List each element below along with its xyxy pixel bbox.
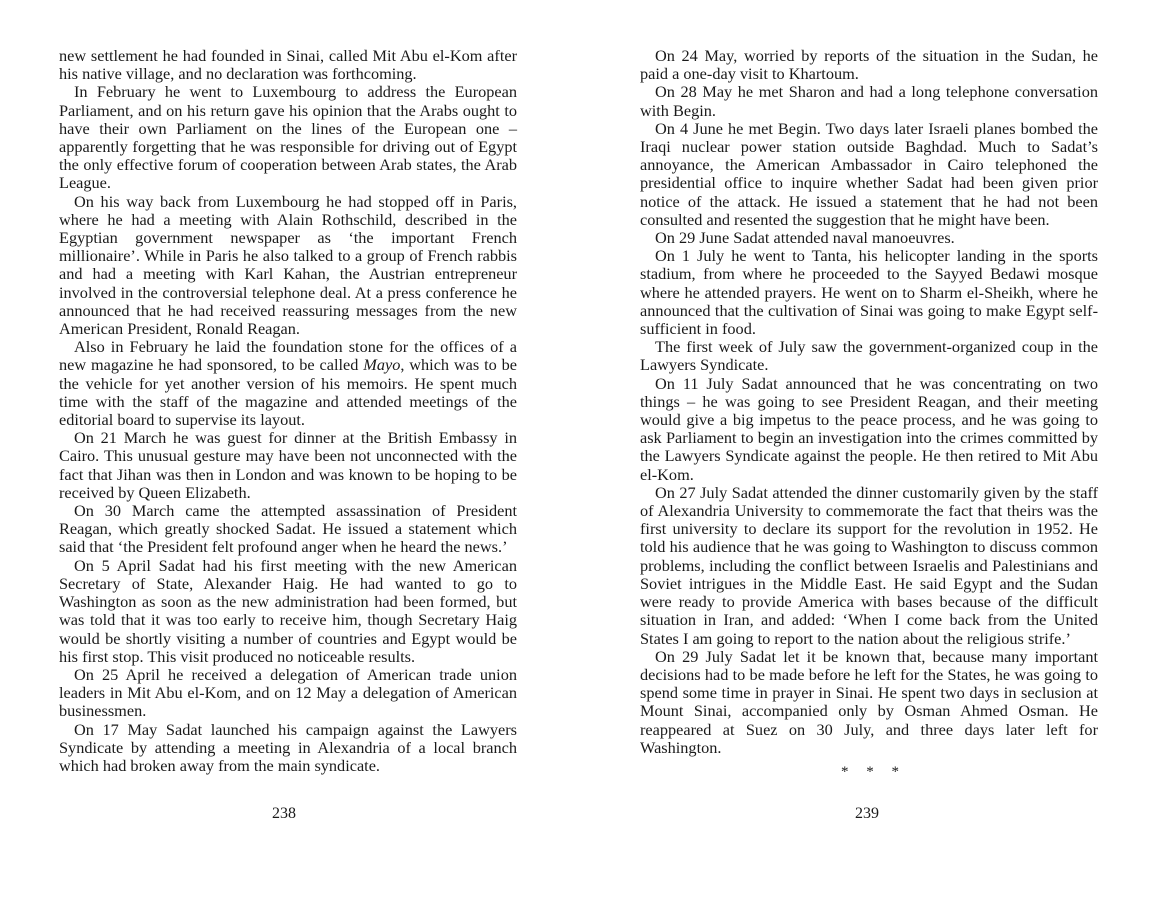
page-number-left: 238 xyxy=(272,805,296,822)
book-gutter xyxy=(574,0,575,908)
paragraph: On 21 March he was guest for dinner at the British Embassy in Cairo. This unusual gesture may have been not unconnected with the fact that Jihan was then in London and was known to be hoping to be received by Queen Elizabeth. xyxy=(59,428,517,502)
paragraph: On 4 June he met Begin. Two days later Israeli planes bombed the Iraqi nuclear power station outside Baghdad. Much to Sadat’s annoyance, the American Ambassador in Cairo telephoned the presidential office to inquire whether Sadat had been given prior notice of the attack. He issued a statement that he had not been consulted and resented the suggestion that he might have been. xyxy=(640,118,1098,229)
left-page xyxy=(59,47,517,775)
paragraph: On 1 July he went to Tanta, his helicopter landing in the sports stadium, from where he proceeded to the Sayyed Bedawi mosque where he attended prayers. He went on to Sharm el-Sheikh, where he announced that the cultivation of Sinai was going to make Egypt self-sufficient in food. xyxy=(640,246,1098,339)
paragraph: new settlement he had founded in Sinai, called Mit Abu el-Kom after his native village, and no declaration was forthcoming. xyxy=(59,46,517,84)
paragraph: On 27 July Sadat attended the dinner customarily given by the staff of Alexandria University to commemorate the fact that theirs was the first university to declare its support for the revolution in 1952. He told his audience that he was going to Washington to discuss common problems, including the conflict between Israelis and Palestinians and Soviet intrigues in the Middle East. He said Egypt and the Sudan were ready to provide America with bases because of the difficult situation in Iran, and added: ‘When I come back from the United States I am going to report to the nation about the religious strife.’ xyxy=(640,482,1098,648)
page-number-right: 239 xyxy=(855,805,879,822)
section-break: * * * xyxy=(841,763,899,780)
paragraph: On 17 May Sadat launched his campaign against the Lawyers Syndicate by attending a meeting in Alexandria of a local branch which had broken away from the main syndicate. xyxy=(59,719,517,775)
paragraph: On 29 July Sadat let it be known that, because many important decisions had to be made before he left for the States, he was going to spend some time in prayer in Sinai. He spent two days in seclusion at Mount Sinai, accompanied only by Osman Ahmed Osman. He reappeared at Suez on 30 July, and three days later left for Washington. xyxy=(640,646,1098,757)
paragraph: On 24 May, worried by reports of the situation in the Sudan, he paid a one-day visit to Khartoum. xyxy=(640,46,1098,84)
paragraph: In February he went to Luxembourg to address the European Parliament, and on his return gave his opinion that the Arabs ought to have their own Parliament on the lines of the European one – apparently forgetting that he was responsible for driving out of Egypt the only effective forum of cooperation between Arab states, the Arab League. xyxy=(59,82,517,193)
paragraph: On 5 April Sadat had his first meeting with the new American Secretary of State, Alexander Haig. He had wanted to go to Washington as soon as the new administration had been formed, but was told that it was too early to receive him, though Secretary Haig would be shortly visiting a number of countries and Egypt would be his first stop. This visit produced no noticeable results. xyxy=(59,555,517,666)
paragraph: On 28 May he met Sharon and had a long telephone conversation with Begin. xyxy=(640,82,1098,120)
paragraph: On 25 April he received a delegation of American trade union leaders in Mit Abu el-Kom, and on 12 May a delegation of American businessmen. xyxy=(59,664,517,721)
right-page xyxy=(640,47,1098,779)
paragraph: On 11 July Sadat announced that he was concentrating on two things – he was going to see President Reagan, and their meeting would give a big impetus to the peace process, and he was going to ask Parliament to begin an investigation into the crimes committed by the Lawyers Syndicate against the people. He then retired to Mit Abu el-Kom. xyxy=(640,373,1098,484)
paragraph: The first week of July saw the government-organized coup in the Lawyers Syndicate. xyxy=(640,337,1098,375)
magazine-title: Mayo xyxy=(363,355,401,375)
paragraph: On 30 March came the attempted assassination of President Reagan, which greatly shocked Sadat. He issued a statement which said that ‘the President felt profound anger when he heard the news.’ xyxy=(59,501,517,557)
paragraph: On his way back from Luxembourg he had stopped off in Paris, where he had a meeting with Alain Rothschild, described in the Egyptian government newspaper as ‘the important French millionaire’. While in Paris he also talked to a group of French rabbis and had a meeting with Karl Kahan, the Austrian entrepreneur involved in the controversial telephone deal. At a press conference he announced that he had received reassuring messages from the new American President, Ronald Reagan. xyxy=(59,191,517,339)
paragraph: Also in February he laid the foundation stone for the offices of a new magazine he had sponsored, to be called Mayo, which was to be the vehicle for yet another version of his memoirs. He spent much time with the staff of the magazine and attended meetings of the editorial board to supervise its layout. xyxy=(59,337,517,430)
paragraph: On 29 June Sadat attended naval manoeuvres. xyxy=(655,228,955,248)
